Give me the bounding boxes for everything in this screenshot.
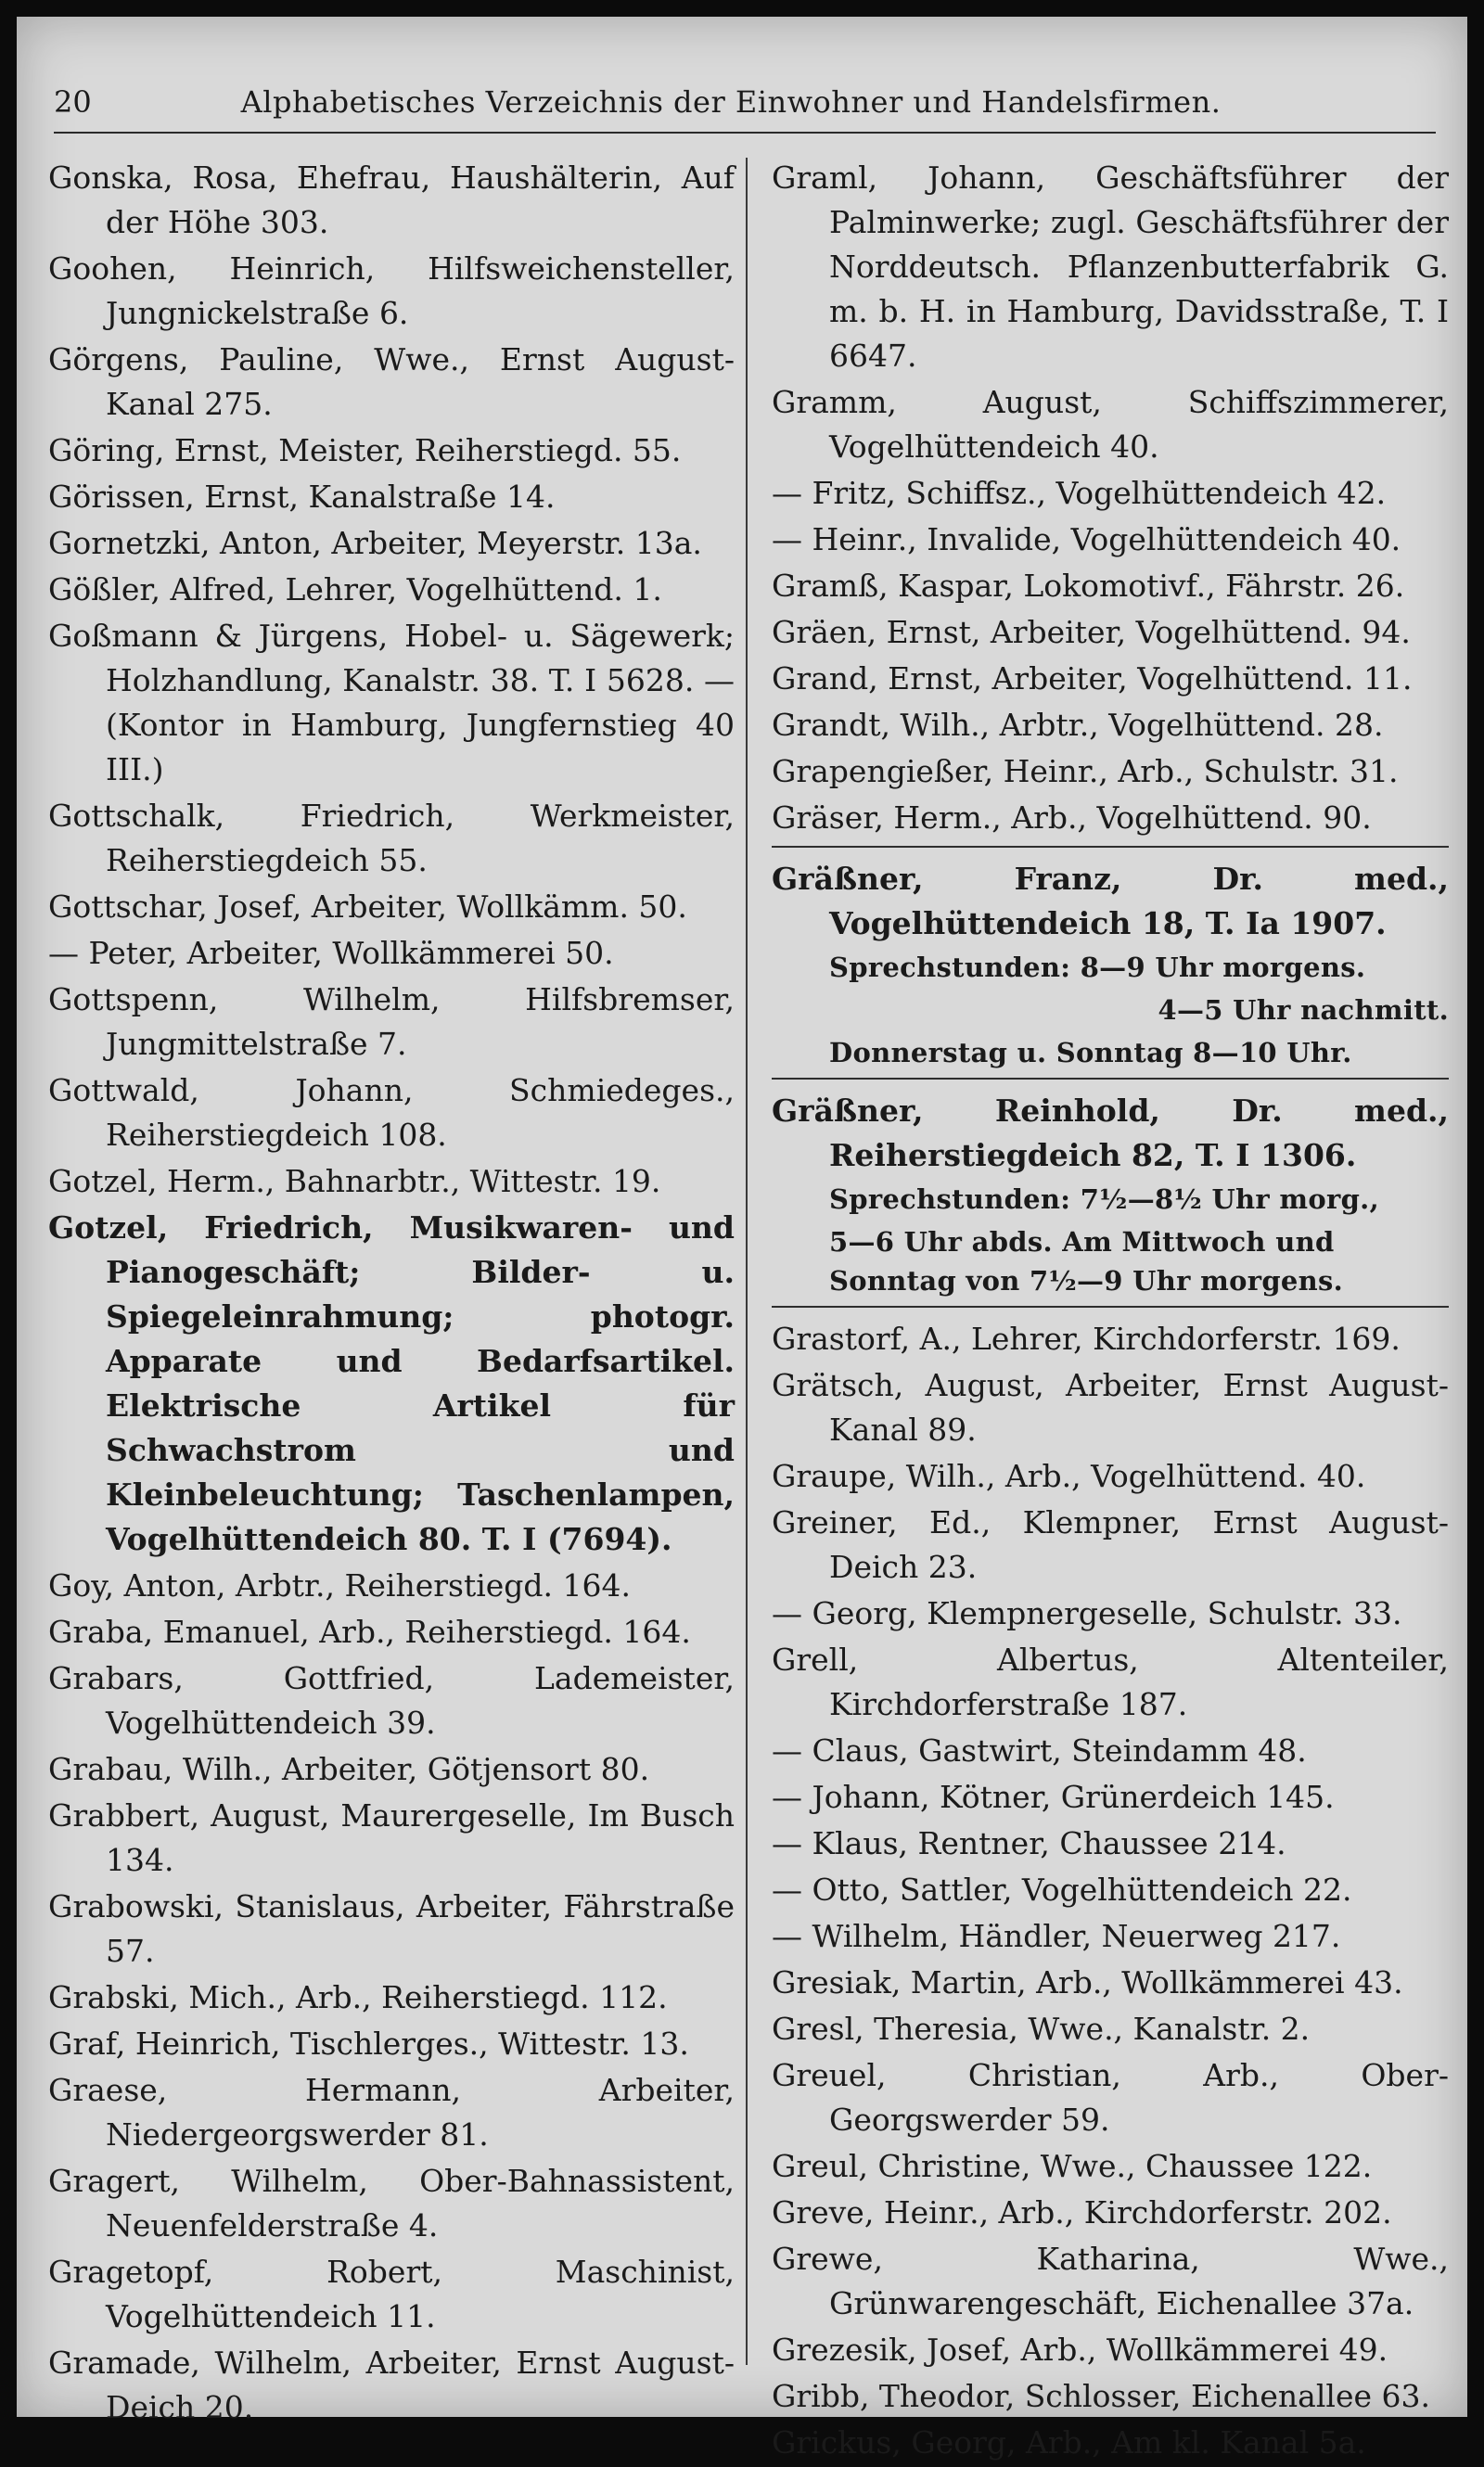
page-number: 20	[54, 84, 92, 120]
directory-entry: Görissen, Ernst, Kanalstraße 14.	[48, 479, 556, 515]
office-hours: Sprechstunden: 7½—8½ Uhr morg.,	[829, 1183, 1379, 1215]
directory-entry: Grickus, Georg, Arb., Am kl. Kanal 5a.	[772, 2424, 1366, 2461]
directory-entry: Gramade, Wilhelm, Arbeiter, Ernst August-Deich 20.	[48, 2345, 735, 2425]
directory-entry: Gornetzki, Anton, Arbeiter, Meyerstr. 13a.	[48, 525, 702, 561]
directory-entry: Grastorf, A., Lehrer, Kirchdorferstr. 169.	[772, 1321, 1401, 1357]
directory-entry: Goy, Anton, Arbtr., Reiherstiegd. 164.	[48, 1567, 631, 1604]
directory-entry: Greiner, Ed., Klempner, Ernst August-Deich 23.	[772, 1504, 1449, 1585]
directory-page	[17, 17, 1467, 2461]
directory-entry: Gottschar, Josef, Arbeiter, Wollkämm. 50.	[48, 888, 687, 925]
directory-entry: Gresl, Theresia, Wwe., Kanalstr. 2.	[772, 2011, 1311, 2047]
directory-entry: — Heinr., Invalide, Vogelhüttendeich 40.	[772, 521, 1401, 557]
directory-entry: Göring, Ernst, Meister, Reiherstiegd. 55.	[48, 432, 682, 468]
directory-entry: Graupe, Wilh., Arb., Vogelhüttend. 40.	[772, 1458, 1366, 1494]
directory-entry: Grabars, Gottfried, Lademeister, Vogelhüttendeich 39.	[48, 1660, 735, 1741]
directory-entry: Grapengießer, Heinr., Arb., Schulstr. 31.	[772, 753, 1399, 789]
directory-entry: Gößler, Alfred, Lehrer, Vogelhüttend. 1.	[48, 571, 662, 607]
directory-entry: — Fritz, Schiffsz., Vogelhüttendeich 42.	[772, 475, 1387, 511]
directory-entry: — Johann, Kötner, Grünerdeich 145.	[772, 1779, 1335, 1815]
section-rule	[772, 1078, 1449, 1080]
directory-entry: Greve, Heinr., Arb., Kirchdorferstr. 202.	[772, 2194, 1392, 2231]
directory-entry: Graf, Heinrich, Tischlerges., Wittestr. 13.	[48, 2026, 689, 2062]
running-title: Alphabetisches Verzeichnis der Einwohner und Handelsfirmen.	[240, 84, 1222, 120]
directory-entry: Gräen, Ernst, Arbeiter, Vogelhüttend. 94.	[772, 614, 1411, 650]
directory-entry: Grätsch, August, Arbeiter, Ernst August-Kanal 89.	[772, 1367, 1449, 1448]
directory-entry: Greuel, Christian, Arb., Ober-Georgswerder 59.	[772, 2057, 1449, 2138]
office-hours: 4—5 Uhr nachmitt.	[1158, 994, 1449, 1026]
directory-entry: Grabski, Mich., Arb., Reiherstiegd. 112.	[48, 1979, 668, 2015]
directory-entry: Greul, Christine, Wwe., Chaussee 122.	[772, 2148, 1373, 2184]
directory-entry: Graese, Hermann, Arbeiter, Niedergeorgswerder 81.	[48, 2072, 735, 2153]
directory-entry: — Peter, Arbeiter, Wollkämmerei 50.	[48, 935, 614, 971]
directory-entry: Gräser, Herm., Arb., Vogelhüttend. 90.	[772, 799, 1372, 836]
header-rule	[54, 132, 1436, 134]
directory-entry: — Otto, Sattler, Vogelhüttendeich 22.	[772, 1872, 1352, 1908]
directory-entry: Görgens, Pauline, Wwe., Ernst August-Kanal 275.	[48, 341, 735, 422]
directory-entry: Gribb, Theodor, Schlosser, Eichenallee 63.	[772, 2378, 1430, 2414]
section-rule	[772, 846, 1449, 848]
gotzel-firm-advertisement: Gotzel, Friedrich, Musikwaren- und Pianogeschäft; Bilder- u. Spiegeleinrahmung; photogr. Apparate und Bedarfsartikel. Elektrische Artikel für Schwachstrom und Kleinbeleuchtung; Taschenlampen, Vogelhüttendeich 80. T. I (7694).	[48, 1209, 735, 1557]
directory-entry: Graml, Johann, Geschäftsführer der Palminwerke; zugl. Geschäftsführer der Norddeutsch. Pflanzenbutterfabrik G. m. b. H. in Hamburg, Davidsstraße, T. I 6647.	[772, 160, 1449, 374]
directory-entry: Grewe, Katharina, Wwe., Grünwarengeschäft, Eichenallee 37a.	[772, 2241, 1449, 2321]
directory-entry: Grell, Albertus, Altenteiler, Kirchdorferstraße 187.	[772, 1642, 1449, 1722]
directory-entry: Gonska, Rosa, Ehefrau, Haushälterin, Auf der Höhe 303.	[48, 160, 735, 240]
right-column	[772, 156, 1449, 2467]
directory-entry: Gragetopf, Robert, Maschinist, Vogelhüttendeich 11.	[48, 2254, 735, 2334]
directory-entry: — Klaus, Rentner, Chaussee 214.	[772, 1825, 1286, 1861]
directory-entry: Goßmann & Jürgens, Hobel- u. Sägewerk; Holzhandlung, Kanalstr. 38. T. I 5628. — (Kontor in Hamburg, Jungfernstieg 40 III.)	[48, 618, 735, 787]
office-hours: 5—6 Uhr abds. Am Mittwoch und Sonntag von 7½—9 Uhr morgens.	[829, 1226, 1344, 1297]
left-column	[48, 156, 735, 2432]
directory-entry: Goohen, Heinrich, Hilfsweichensteller, Jungnickelstraße 6.	[48, 250, 735, 331]
directory-entry: Gramm, August, Schiffszimmerer, Vogelhüttendeich 40.	[772, 384, 1449, 465]
directory-entry: Grabau, Wilh., Arbeiter, Götjensort 80.	[48, 1751, 650, 1787]
directory-entry: — Claus, Gastwirt, Steindamm 48.	[772, 1732, 1307, 1769]
graessner-franz-entry: Gräßner, Franz, Dr. med., Vogelhüttendeich 18, T. Ia 1907.	[772, 861, 1449, 941]
directory-entry: Gottschalk, Friedrich, Werkmeister, Reiherstiegdeich 55.	[48, 798, 735, 878]
graessner-reinhold-entry: Gräßner, Reinhold, Dr. med., Reiherstiegdeich 82, T. I 1306.	[772, 1093, 1449, 1173]
section-rule	[772, 1306, 1449, 1308]
directory-entry: Grand, Ernst, Arbeiter, Vogelhüttend. 11.	[772, 660, 1413, 697]
directory-entry: Graba, Emanuel, Arb., Reiherstiegd. 164.	[48, 1614, 691, 1650]
page-header	[54, 82, 1408, 122]
directory-entry: — Georg, Klempnergeselle, Schulstr. 33.	[772, 1595, 1402, 1631]
directory-entry: Gottspenn, Wilhelm, Hilfsbremser, Jungmittelstraße 7.	[48, 981, 735, 1062]
office-hours: Sprechstunden: 8—9 Uhr morgens.	[829, 952, 1366, 983]
directory-entry: Gragert, Wilhelm, Ober-Bahnassistent, Neuenfelderstraße 4.	[48, 2163, 735, 2243]
directory-entry: Gramß, Kaspar, Lokomotivf., Fährstr. 26.	[772, 568, 1405, 604]
directory-entry: — Wilhelm, Händler, Neuerweg 217.	[772, 1918, 1341, 1954]
directory-entry: Grezesik, Josef, Arb., Wollkämmerei 49.	[772, 2332, 1388, 2368]
column-divider	[746, 158, 748, 2365]
directory-entry: Gresiak, Martin, Arb., Wollkämmerei 43.	[772, 1964, 1403, 2000]
directory-entry: Grabbert, August, Maurergeselle, Im Busch 134.	[48, 1797, 735, 1878]
directory-entry: Grandt, Wilh., Arbtr., Vogelhüttend. 28.	[772, 707, 1384, 743]
office-hours: Donnerstag u. Sonntag 8—10 Uhr.	[829, 1037, 1352, 1068]
directory-entry: Gottwald, Johann, Schmiedeges., Reiherstiegdeich 108.	[48, 1072, 735, 1153]
directory-entry: Gotzel, Herm., Bahnarbtr., Wittestr. 19.	[48, 1163, 661, 1199]
directory-entry: Grabowski, Stanislaus, Arbeiter, Fährstraße 57.	[48, 1888, 735, 1969]
